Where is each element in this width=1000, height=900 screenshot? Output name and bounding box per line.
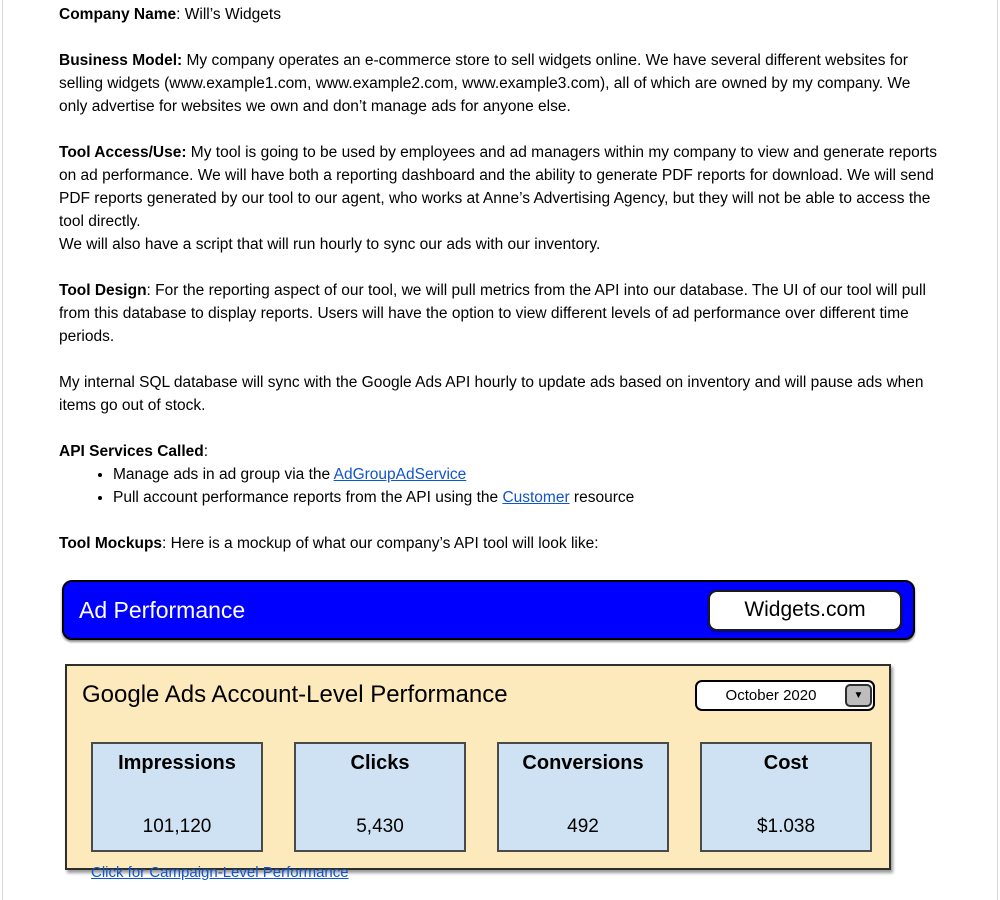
tool-access-label: Tool Access/Use: [59, 144, 187, 161]
campaign-level-link[interactable]: Click for Campaign-Level Performance [91, 864, 349, 881]
metric-card-cost [700, 742, 872, 852]
tool-design-text: : For the reporting aspect of our tool, we will pull metrics from the API into our database. The UI of our tool will pull from this database to display reports. Users will have the option to view different levels of ad performance over different time periods. [59, 282, 926, 345]
api-services-label: API Services Called [59, 443, 204, 460]
tool-mockups-label: Tool Mockups [59, 535, 163, 552]
paragraph-company-name [59, 3, 940, 26]
panel-header-row [67, 666, 889, 711]
tool-mockups-text: : Here is a mockup of what our company’s API tool will look like: [162, 535, 599, 552]
business-model-text: My company operates an e-commerce store to sell widgets online. We have several different websites for selling widgets (www.example1.com, www.example2.com, www.example3.com), all of which are owned by my company. We only advertise for websites we own and don’t manage ads for anyone else. [59, 52, 911, 115]
period-dropdown[interactable] [695, 680, 875, 711]
adgroupadservice-link[interactable]: AdGroupAdService [333, 466, 467, 483]
company-name-label: Company Name [59, 6, 177, 23]
metric-label: Cost [763, 752, 809, 774]
bullet-2-post: resource [569, 489, 635, 506]
bullet-2-pre: Pull account performance reports from the API using the [113, 489, 503, 506]
heading-api-services [59, 440, 940, 463]
metric-card-clicks [294, 742, 466, 852]
page-right-edge [997, 0, 998, 900]
metric-value: 492 [567, 816, 599, 837]
tool-access-text: My tool is going to be used by employees and ad managers within my company to view and generate reports on ad performance. We will have both a reporting dashboard and the ability to generate PDF reports for download. We will send PDF reports generated by our tool to our agent, who works at Anne’s Advertising Agency, but they will not be able to access the tool directly. [59, 144, 937, 230]
panel-title: Google Ads Account-Level Performance [82, 681, 508, 708]
metric-cards-row [91, 742, 872, 852]
paragraph-tool-mockups [59, 532, 940, 555]
metric-value: 101,120 [142, 816, 212, 837]
mockup-page-title: Ad Performance [79, 596, 246, 623]
metric-label: Clicks [350, 752, 410, 774]
api-services-colon: : [203, 443, 209, 460]
paragraph-sql-sync: My internal SQL database will sync with the Google Ads API hourly to update ads based on inventory and will pause ads when items go out of stock. [59, 374, 924, 414]
mockup-header-bar [62, 580, 915, 640]
mockup-performance-panel [65, 664, 891, 881]
list-item-customer [113, 486, 940, 509]
tool-access-line2: We will also have a script that will run hourly to sync our ads with our inventory. [59, 236, 601, 253]
paragraph-tool-design [59, 279, 940, 348]
period-dropdown-value: October 2020 [725, 687, 817, 704]
paragraph-business-model [59, 49, 940, 118]
api-services-list [59, 463, 940, 509]
list-item-adgroupadservice [113, 463, 940, 486]
paragraph-tool-access [59, 141, 940, 256]
metric-label: Impressions [118, 752, 236, 774]
metric-value: 5,430 [356, 816, 404, 837]
document-content [59, 0, 940, 881]
company-name-value: : Will’s Widgets [176, 6, 281, 23]
dropdown-arrow-button[interactable] [845, 684, 872, 707]
metric-card-conversions [497, 742, 669, 852]
metric-value: $1.038 [756, 816, 816, 837]
customer-link[interactable]: Customer [502, 489, 570, 506]
business-model-label: Business Model: [59, 52, 183, 69]
metric-label: Conversions [522, 752, 644, 774]
widgets-site-button[interactable]: Widgets.com [708, 590, 902, 631]
bullet-1-pre: Manage ads in ad group via the [113, 466, 334, 483]
page-left-edge [2, 0, 3, 900]
metric-card-impressions [91, 742, 263, 852]
chevron-down-icon: ▼ [853, 689, 864, 701]
tool-design-label: Tool Design [59, 282, 147, 299]
